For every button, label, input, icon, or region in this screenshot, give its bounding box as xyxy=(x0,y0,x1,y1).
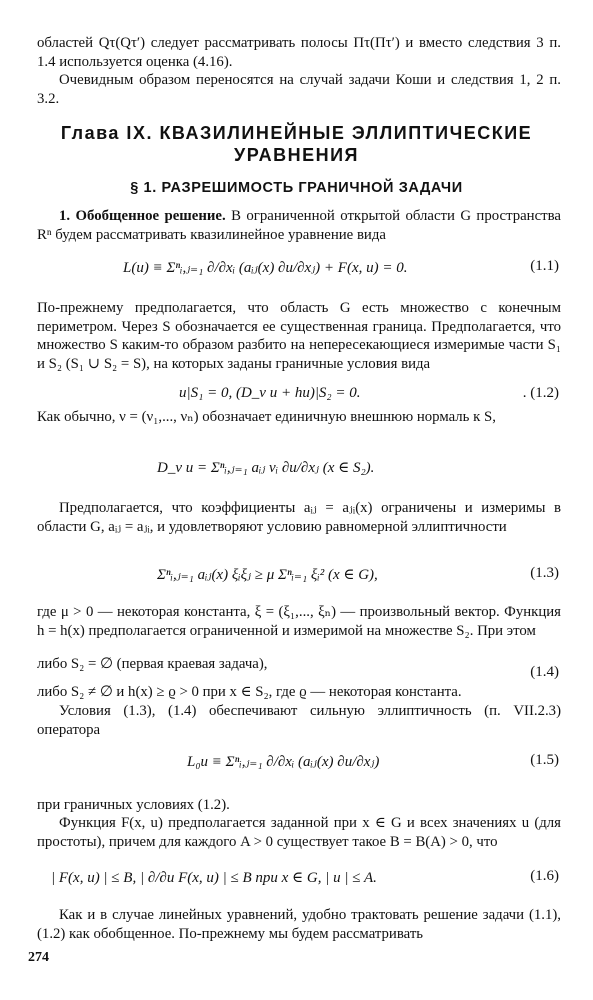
text-cauchy: Очевидным образом переносятся на случай задачи Коши и следствия 1, 2 п. 3.2. xyxy=(37,72,561,107)
paragraph-intro xyxy=(37,207,561,244)
equation-1-5 xyxy=(37,752,561,774)
equation-1-2-body: u|S₁ = 0, (D_ν u + hu)|S₂ = 0. xyxy=(179,385,361,401)
paragraph-boundary xyxy=(37,796,561,815)
equation-1-1 xyxy=(37,258,561,282)
paragraph-normal xyxy=(37,408,561,427)
conditions-1-4-second xyxy=(37,683,561,702)
paragraph-last xyxy=(37,906,561,943)
text-perimeter: По-прежнему предполагается, что область G есть множество с конечным периметром. Через S обозначается ее существенная граница. Предполагается, что множество S каким-то образом разбито на непересекающиеся измеримые части S₁ и S₂ (S₁ ∪ S₂ = S), на которых заданы граничные условия вида xyxy=(37,300,561,372)
conditions-1-4-number xyxy=(37,664,561,684)
page-number: 274 xyxy=(28,950,49,965)
equation-1-5-body: L₀u ≡ Σⁿᵢ,ⱼ₌₁ ∂/∂xᵢ (aᵢⱼ(x) ∂u/∂xⱼ) xyxy=(187,754,380,770)
equation-number: (1.1) xyxy=(530,258,559,274)
paragraph-perimeter xyxy=(37,299,561,373)
paragraph-continuation xyxy=(37,34,561,108)
equation-1-6-body: | F(x, u) | ≤ B, | ∂/∂u F(x, u) | ≤ B при x ∈ G, | u | ≤ A. xyxy=(51,870,377,886)
equation-1-6 xyxy=(37,868,561,890)
text-coefficients: Предполагается, что коэффициенты aᵢⱼ = aⱼᵢ(x) ограничены и измеримы в области G, aᵢⱼ = aⱼᵢ, и удовлетворяют условию равномерной эллиптичности xyxy=(37,500,561,535)
text-normal: Как обычно, ν = (ν₁,..., νₙ) обозначает единичную внешнюю нормаль к S, xyxy=(37,409,496,425)
text-continuation: областей Qτ(Qτ′) следует рассматривать полосы Πτ(Πτ′) и вместо следствия 3 п. 1.4 используется оценка (4.16). xyxy=(37,35,561,70)
equation-1-3-body: Σⁿᵢ,ⱼ₌₁ aᵢⱼ(x) ξᵢξⱼ ≥ μ Σⁿᵢ₌₁ ξᵢ² (x ∈ G), xyxy=(157,567,378,583)
subsection-text: В ограниченной открытой области G пространства Rⁿ будем рассматривать квазилинейное уравнение вида xyxy=(37,208,561,243)
condition-first: либо S₂ = ∅ (первая краевая задача), xyxy=(37,656,268,672)
subsection-label: 1. Обобщенное решение. xyxy=(59,208,226,224)
equation-1-2 xyxy=(37,385,561,407)
section-title: § 1. РАЗРЕШИМОСТЬ ГРАНИЧНОЙ ЗАДАЧИ xyxy=(130,180,463,196)
equation-number: (1.6) xyxy=(530,868,559,884)
paragraph-mu xyxy=(37,603,561,640)
text-boundary: при граничных условиях (1.2). xyxy=(37,797,230,813)
equation-dnu xyxy=(37,458,561,480)
paragraph-strong-ellipticity xyxy=(37,702,561,739)
equation-number: (1.5) xyxy=(530,752,559,768)
equation-dnu-body: D_ν u = Σⁿᵢ,ⱼ₌₁ aᵢⱼ νᵢ ∂u/∂xⱼ (x ∈ S₂). xyxy=(157,460,375,476)
paragraph-coefficients xyxy=(37,499,561,536)
equation-number: (1.4) xyxy=(530,664,559,680)
equation-number: . (1.2) xyxy=(522,385,559,401)
text-strong-ellipticity: Условия (1.3), (1.4) обеспечивают сильную эллиптичность (п. VII.2.3) оператора xyxy=(37,703,561,738)
text-F: Функция F(x, u) предполагается заданной при x ∈ G и всех значениях u (для простоты), причем для каждого A > 0 существует такое B = B(A) > 0, что xyxy=(37,815,561,850)
equation-number: (1.3) xyxy=(530,565,559,581)
paragraph-F xyxy=(37,814,561,851)
equation-1-1-body: L(u) ≡ Σⁿᵢ,ⱼ₌₁ ∂/∂xᵢ (aᵢⱼ(x) ∂u/∂xⱼ) + F(x, u) = 0. xyxy=(123,260,408,276)
chapter-title: Глава IX. КВАЗИЛИНЕЙНЫЕ ЭЛЛИПТИЧЕСКИЕ УРАВНЕНИЯ xyxy=(60,123,533,165)
equation-1-3 xyxy=(37,565,561,587)
text-last: Как и в случае линейных уравнений, удобно трактовать решение задачи (1.1), (1.2) как обобщенное. По-прежнему мы будем рассматривать xyxy=(37,907,561,942)
text-mu: где μ > 0 — некоторая константа, ξ = (ξ₁,..., ξₙ) — произвольный вектор. Функция h = h(x) предполагается ограниченной и измеримой на множестве S₂. При этом xyxy=(37,604,561,639)
condition-second: либо S₂ ≠ ∅ и h(x) ≥ ϱ > 0 при x ∈ S₂, где ϱ — некоторая константа. xyxy=(37,684,462,700)
